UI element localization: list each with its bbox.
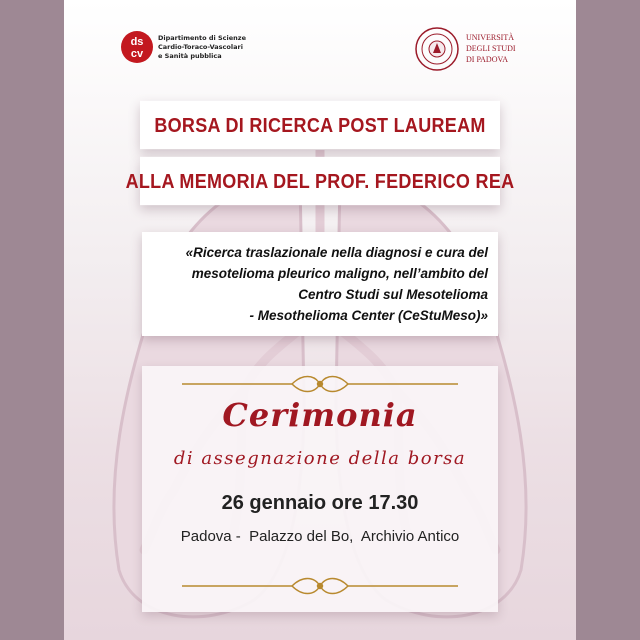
- ceremony-place: Padova - Palazzo del Bo, Archivio Antico: [180, 528, 460, 545]
- university-logo: [414, 26, 554, 72]
- ceremony-subtitle: di assegnazione della borsa: [173, 448, 467, 469]
- quote-line: «Ricerca traslazionale nella diagnosi e cura del: [185, 245, 488, 260]
- ceremony-title: Cerimonia: [222, 396, 418, 434]
- ceremony-date: 26 gennaio ore 17.30: [221, 492, 419, 514]
- event-poster: [64, 0, 576, 640]
- ornament-divider-icon: [182, 374, 458, 394]
- quote-line: mesotelioma pleurico maligno, nell’ambito del: [191, 266, 488, 281]
- department-logo: [120, 30, 310, 70]
- quote-line: Centro Studi sul Mesotelioma: [298, 287, 488, 302]
- svg-text:ds: ds: [130, 36, 144, 48]
- title-line-2: ALLA MEMORIA DEL PROF. FEDERICO REA: [140, 157, 500, 205]
- svg-text:cv: cv: [130, 48, 144, 60]
- title-line-1: BORSA DI RICERCA POST LAUREAM: [140, 101, 500, 149]
- department-name: Dipartimento di Scienze Cardio-Toraco-Vascolari e Sanità pubblica: [158, 34, 246, 60]
- quote-line: - Mesothelioma Center (CeStuMeso)»: [249, 308, 488, 323]
- ceremony-panel: [142, 366, 498, 612]
- ornament-divider-icon: [182, 576, 458, 596]
- university-name: UNIVERSITÀ DEGLI STUDI DI PADOVA: [466, 33, 516, 64]
- department-emblem-icon: [120, 30, 154, 64]
- university-seal-icon: [414, 26, 460, 72]
- research-topic-quote: [142, 232, 498, 336]
